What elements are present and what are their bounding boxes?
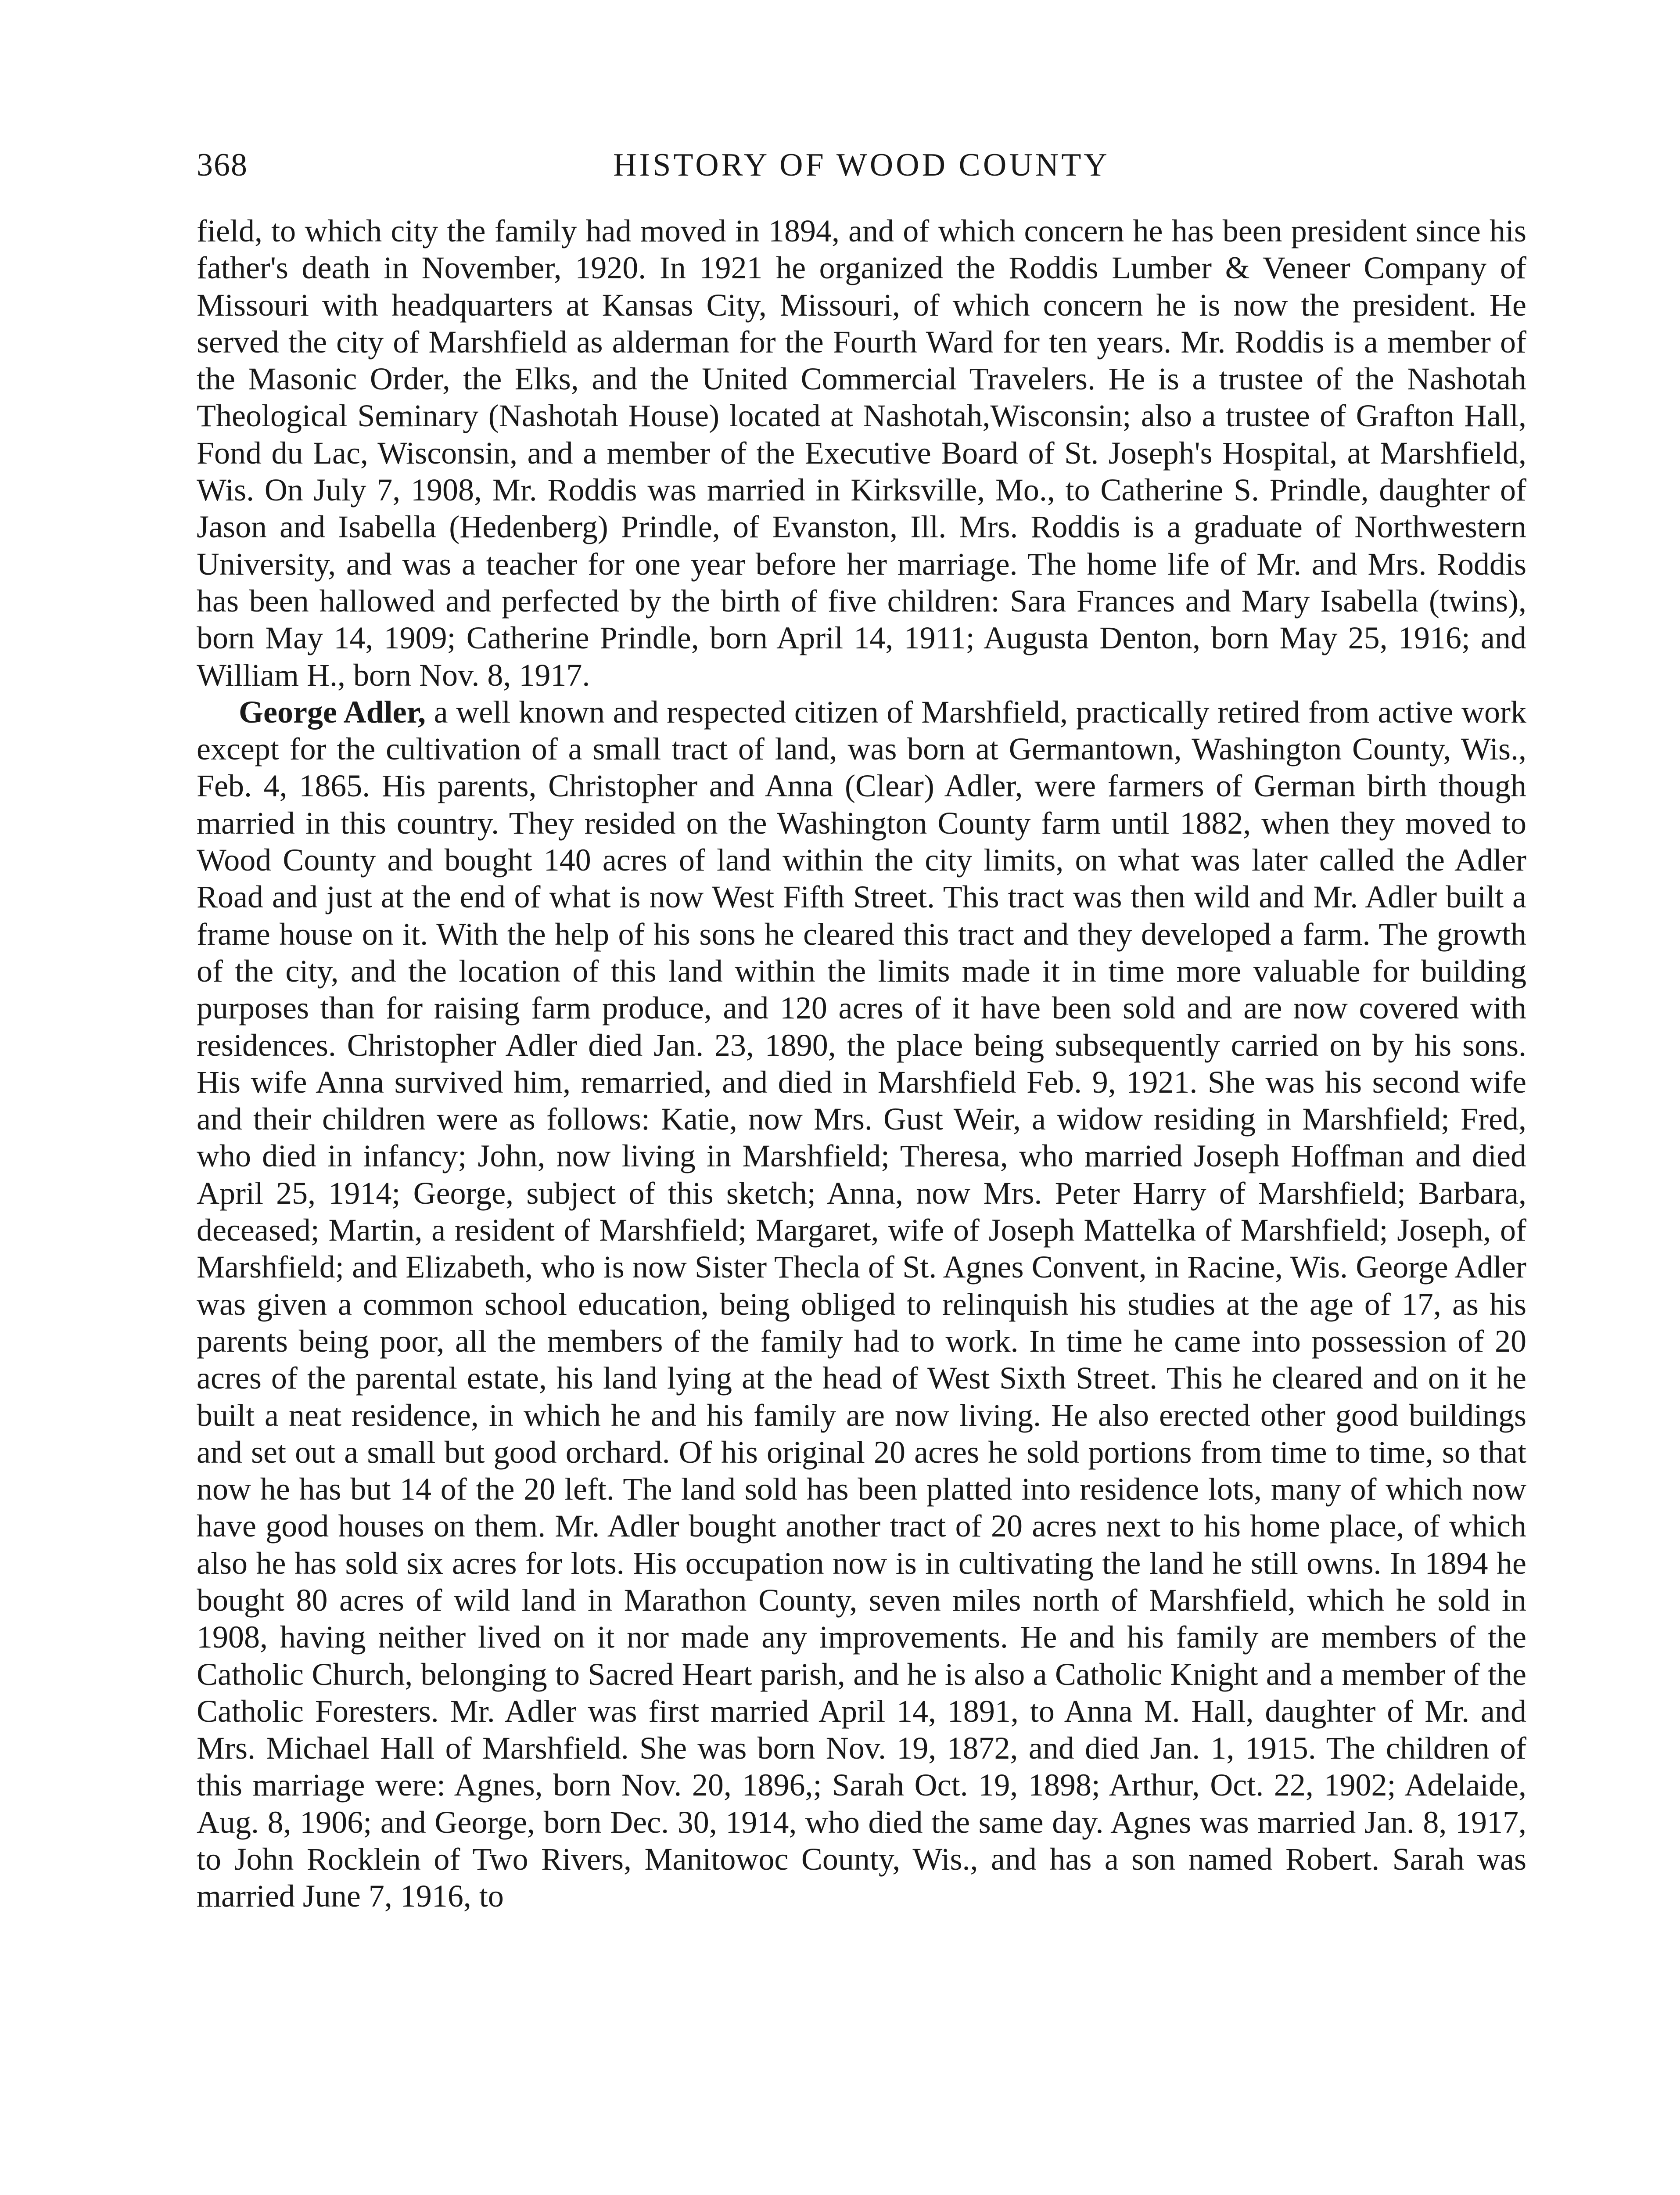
page-number: 368 xyxy=(197,147,248,183)
running-head xyxy=(197,139,1526,191)
paragraph-roddis-continued xyxy=(197,212,1526,694)
body-text xyxy=(197,212,1526,1915)
running-title: HISTORY OF WOOD COUNTY xyxy=(613,147,1110,183)
subject-name: George Adler, xyxy=(239,694,426,730)
book-page xyxy=(197,139,1526,1915)
paragraph-text: field, to which city the family had moved in 1894, and of which concern he has been president since his father's death in November, 1920. In 1921 he organized the Roddis Lumber & Veneer Company of Missouri with headquarters at Kansas City, Missouri, of which concern he is now the president. He served the city of Marshfield as alderman for the Fourth Ward for ten years. Mr. Roddis is a member of the Masonic Order, the Elks, and the United Commercial Travelers. He is a trustee of the Nashotah Theological Seminary (Nashotah House) located at Nashotah,Wisconsin; also a trustee of Grafton Hall, Fond du Lac, Wisconsin, and a member of the Executive Board of St. Joseph's Hospital, at Marshfield, Wis. On July 7, 1908, Mr. Roddis was married in Kirksville, Mo., to Catherine S. Prindle, daughter of Jason and Isabella (Hedenberg) Prindle, of Evanston, Ill. Mrs. Roddis is a graduate of Northwestern University, and was a teacher for one year before her marriage. The home life of Mr. and Mrs. Roddis has been hallowed and perfected by the birth of five children: Sara Frances and Mary Isabella (twins), born May 14, 1909; Catherine Prindle, born April 14, 1911; Augusta Denton, born May 25, 1916; and William H., born Nov. 8, 1917. xyxy=(197,213,1526,693)
paragraph-george-adler xyxy=(197,694,1526,1915)
paragraph-text: a well known and respected citizen of Marshfield, practically retired from active work except for the cultivation of a small tract of land, was born at Germantown, Washington County, Wis., Feb. 4, 1865. His parents, Christopher and Anna (Clear) Adler, were farmers of German birth though married in this country. They resided on the Washington County farm until 1882, when they moved to Wood County and bought 140 acres of land within the city limits, on what was later called the Adler Road and just at the end of what is now West Fifth Street. This tract was then wild and Mr. Adler built a frame house on it. With the help of his sons he cleared this tract and they developed a farm. The growth of the city, and the location of this land within the limits made it in time more valuable for building purposes than for raising farm produce, and 120 acres of it have been sold and are now covered with residences. Christopher Adler died Jan. 23, 1890, the place being subsequently carried on by his sons. His wife Anna survived him, remarried, and died in Marshfield Feb. 9, 1921. She was his second wife and their children were as follows: Katie, now Mrs. Gust Weir, a widow residing in Marshfield; Fred, who died in infancy; John, now living in Marshfield; Theresa, who married Joseph Hoffman and died April 25, 1914; George, subject of this sketch; Anna, now Mrs. Peter Harry of Marshfield; Barbara, deceased; Martin, a resident of Marshfield; Margaret, wife of Joseph Mattelka of Marshfield; Joseph, of Marshfield; and Elizabeth, who is now Sister Thecla of St. Agnes Convent, in Racine, Wis. George Adler was given a common school education, being obliged to relinquish his studies at the age of 17, as his parents being poor, all the members of the family had to work. In time he came into possession of 20 acres of the parental estate, his land lying at the head of West Sixth Street. This he cleared and on it he built a neat residence, in which he and his family are now living. He also erected other good buildings and set out a small but good orchard. Of his original 20 acres he sold portions from time to time, so that now he has but 14 of the 20 left. The land sold has been platted into residence lots, many of which now have good houses on them. Mr. Adler bought another tract of 20 acres next to his home place, of which also he has sold six acres for lots. His occupation now is in cultivating the land he still owns. In 1894 he bought 80 acres of wild land in Marathon County, seven miles north of Marshfield, which he sold in 1908, having neither lived on it nor made any improvements. He and his family are members of the Catholic Church, belonging to Sacred Heart parish, and he is also a Catholic Knight and a member of the Catholic Foresters. Mr. Adler was first married April 14, 1891, to Anna M. Hall, daughter of Mr. and Mrs. Michael Hall of Marshfield. She was born Nov. 19, 1872, and died Jan. 1, 1915. The children of this marriage were: Agnes, born Nov. 20, 1896,; Sarah Oct. 19, 1898; Arthur, Oct. 22, 1902; Adelaide, Aug. 8, 1906; and George, born Dec. 30, 1914, who died the same day. Agnes was married Jan. 8, 1917, to John Rocklein of Two Rivers, Manitowoc County, Wis., and has a son named Robert. Sarah was married June 7, 1916, to xyxy=(197,694,1526,1914)
